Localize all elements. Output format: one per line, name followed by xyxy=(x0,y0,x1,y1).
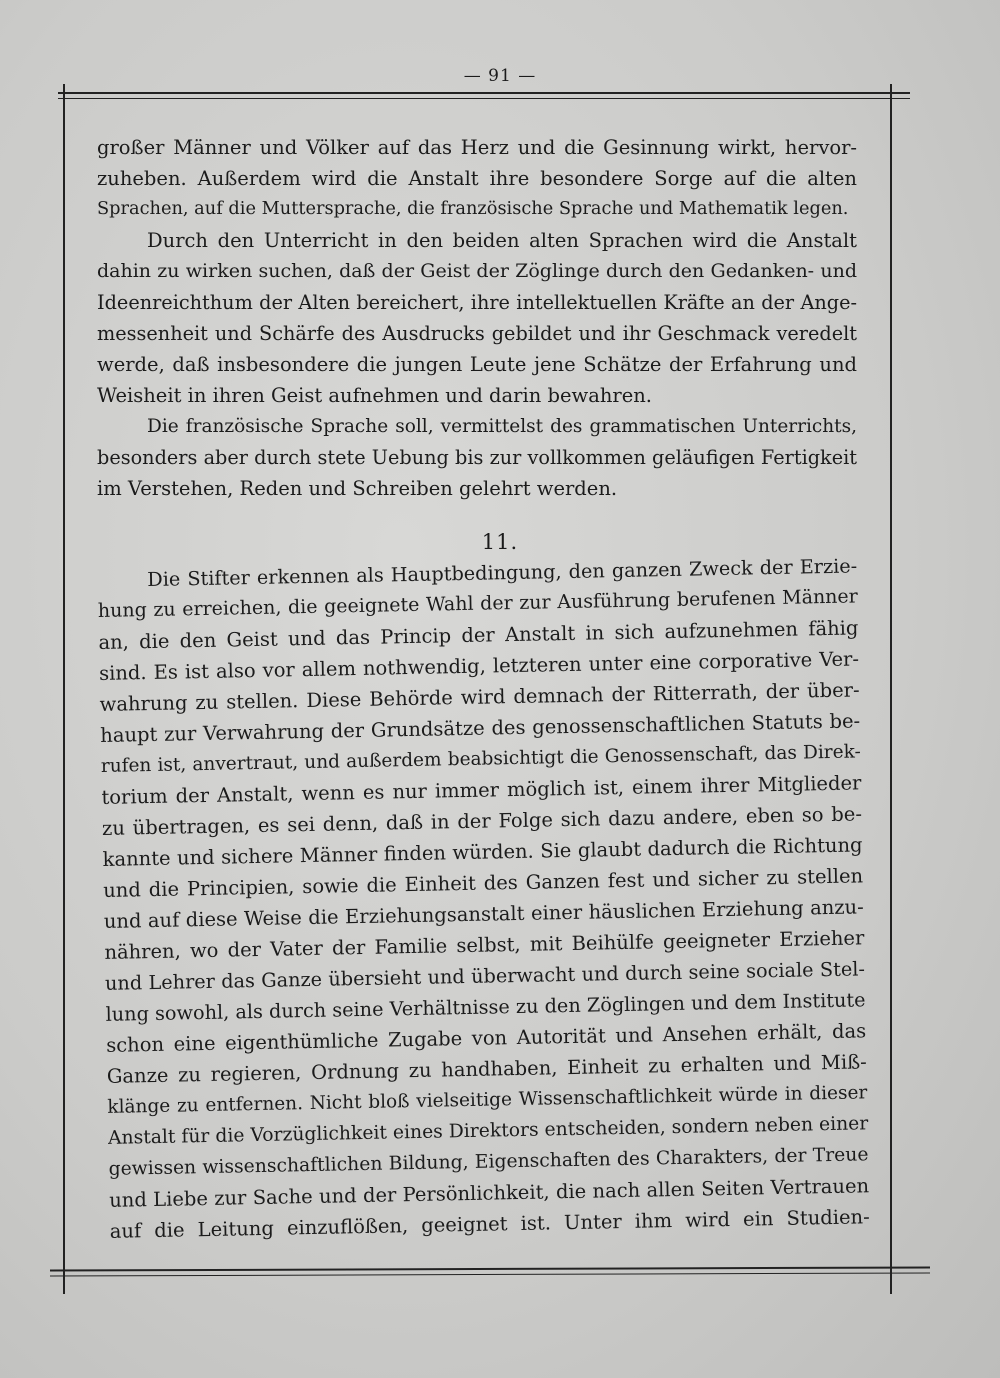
text-line: im Verstehen, Reden und Schreiben gelehrt werden. xyxy=(97,477,618,500)
text-line: haupt zur Verwahrung der Grundsätze des genossenschaftlichen Statuts be- xyxy=(100,709,861,747)
left-rule xyxy=(63,84,65,1294)
text-line: sind. Es ist also vor allem nothwendig, letzteren unter eine corporative Ver- xyxy=(98,647,860,685)
text-line: großer Männer und Völker auf das Herz und die Gesinnung wirkt, hervor- xyxy=(97,136,857,159)
text-line: besonders aber durch stete Uebung bis zur vollkommen geläufigen Fertigkeit xyxy=(97,446,857,469)
section-heading: 11. xyxy=(481,530,519,554)
text-line: zu übertragen, es sei denn, daß in der Folge sich dazu andere, eben so be- xyxy=(101,802,863,840)
text-line: rufen ist, anvertraut, und außerdem beabsichtigt die Genossenschaft, das Direk- xyxy=(100,741,861,777)
text-line: werde, daß insbesondere die jungen Leute jene Schätze der Erfahrung und xyxy=(97,353,857,376)
text-line: Ganze zu regieren, Ordnung zu handhaben, Einheit zu erhalten und Miß- xyxy=(106,1050,867,1088)
text-line: wahrung zu stellen. Diese Behörde wird demnach der Ritterrath, der über- xyxy=(99,678,860,716)
text-line: Sprachen, auf die Muttersprache, die französische Sprache und Mathematik legen. xyxy=(97,199,849,219)
text-line: und auf diese Weise die Erziehungsanstalt einer häuslichen Erziehung anzu- xyxy=(103,895,864,933)
text-line: messenheit und Schärfe des Ausdrucks gebildet und ihr Geschmack veredelt xyxy=(97,322,857,345)
text-line: auf die Leitung einzuflößen, geeignet ist. Unter ihm wird ein Studien- xyxy=(109,1205,870,1243)
text-line: schon eine eigenthümliche Zugabe von Autorität und Ansehen erhält, das xyxy=(106,1019,867,1057)
text-line: kannte und sichere Männer finden würden. Sie glaubt dadurch die Richtung xyxy=(102,833,863,871)
text-line: und die Principien, sowie die Einheit des Ganzen fest und sicher zu stellen xyxy=(103,864,864,902)
paragraph-languages xyxy=(97,132,857,504)
bottom-rule-inner xyxy=(50,1272,930,1276)
bottom-rule xyxy=(50,1266,930,1271)
text-line: gewissen wissenschaftlichen Bildung, Eigenschaften des Charakters, der Treue xyxy=(108,1144,869,1180)
text-line: torium der Anstalt, wenn es nur immer möglich ist, einem ihrer Mitglieder xyxy=(101,771,862,809)
text-line: Weisheit in ihren Geist aufnehmen und darin bewahren. xyxy=(97,384,652,407)
text-line: nähren, wo der Vater der Familie selbst, mit Beihülfe geeigneter Erzieher xyxy=(104,926,865,964)
text-line: Die Stifter erkennen als Hauptbedingung, den ganzen Zweck der Erzie- xyxy=(147,554,858,592)
text-line: dahin zu wirken suchen, daß der Geist der Zöglinge durch den Gedanken- und xyxy=(97,260,857,282)
top-rule-inner xyxy=(58,98,910,99)
text-line: klänge zu entfernen. Nicht bloß vielseitige Wissenschaftlichkeit würde in dieser xyxy=(107,1082,868,1118)
text-line: hung zu erreichen, die geeignete Wahl der zur Ausführung berufenen Männer xyxy=(97,585,858,622)
text-line: an, die den Geist und das Princip der Anstalt in sich aufzunehmen fähig xyxy=(98,616,859,654)
text-line: Durch den Unterricht in den beiden alten Sprachen wird die Anstalt xyxy=(147,229,857,252)
text-line: Anstalt für die Vorzüglichkeit eines Direktors entscheiden, sondern neben einer xyxy=(107,1113,869,1149)
text-line: lung sowohl, als durch seine Verhältnisse zu den Zöglingen und dem Institute xyxy=(105,988,866,1026)
paragraph-directorate xyxy=(97,550,870,1246)
text-line: und Liebe zur Sache und der Persönlichkeit, die nach allen Seiten Vertrauen xyxy=(108,1174,870,1212)
text-line: zuheben. Außerdem wird die Anstalt ihre besondere Sorge auf die alten xyxy=(97,167,857,190)
page-number: — 91 — xyxy=(463,66,537,86)
text-line: Ideenreichthum der Alten bereichert, ihre intellektuellen Kräfte an der Ange- xyxy=(97,291,857,314)
top-rule xyxy=(58,92,910,94)
text-line: und Lehrer das Ganze übersieht und überwacht und durch seine sociale Stel- xyxy=(104,957,866,995)
text-line: Die französische Sprache soll, vermittelst des grammatischen Unterrichts, xyxy=(147,416,857,437)
right-rule xyxy=(890,84,892,1294)
